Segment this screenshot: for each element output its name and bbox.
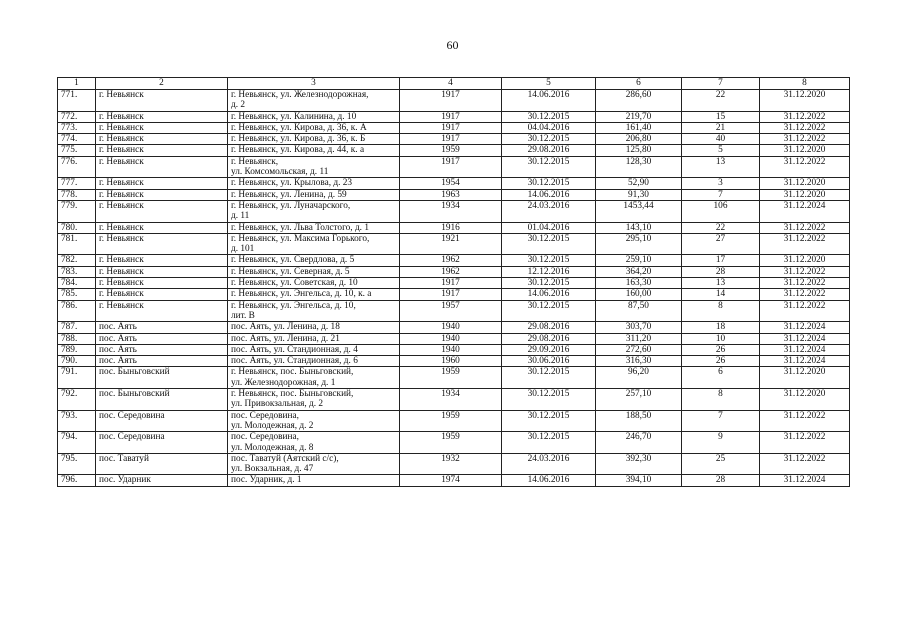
area-cell: 1453,44 [596,200,682,222]
row-number-cell: 775. [58,145,96,156]
address-line: пос. Ударник, д. 1 [231,475,302,486]
address-line: г. Невьянск, ул. Максима Горького, [231,233,370,244]
locality-cell: г. Невьянск [96,222,228,233]
year-cell: 1940 [400,333,502,344]
table-row [58,475,850,486]
date-cell: 14.06.2016 [502,475,596,486]
deadline-cell: 31.12.2024 [760,200,850,222]
date-cell: 14.06.2016 [502,289,596,300]
area-cell: 272,60 [596,344,682,355]
date-cell: 30.12.2015 [502,178,596,189]
locality-cell: г. Невьянск [96,266,228,277]
date-cell: 24.03.2016 [502,200,596,222]
table-row [58,189,850,200]
table-row [58,122,850,133]
address-cell [228,200,400,222]
year-cell: 1917 [400,90,502,112]
area-cell: 394,10 [596,475,682,486]
year-cell: 1959 [400,432,502,454]
deadline-cell: 31.12.2022 [760,233,850,255]
area-cell: 303,70 [596,322,682,333]
deadline-cell: 31.12.2024 [760,344,850,355]
address-cell [228,322,400,333]
address-line: г. Невьянск, ул. Энгельса, д. 10, [231,300,356,311]
year-cell: 1916 [400,222,502,233]
area-cell: 316,30 [596,356,682,367]
count-cell: 13 [682,156,760,178]
address-line: г. Невьянск, ул. Кирова, д. 36, к. Б [231,134,366,145]
table-row [58,266,850,277]
address-cell [228,475,400,486]
area-cell: 52,90 [596,178,682,189]
year-cell: 1962 [400,266,502,277]
row-number-cell: 793. [58,410,96,432]
year-cell: 1917 [400,122,502,133]
header-cell: 7 [682,78,760,90]
address-line: г. Невьянск, пос. Быньговский, [231,389,354,400]
address-line: д. 101 [231,244,255,255]
locality-cell: г. Невьянск [96,122,228,133]
area-cell: 188,50 [596,410,682,432]
deadline-cell: 31.12.2022 [760,222,850,233]
locality-cell: пос. Аять [96,322,228,333]
address-cell [228,356,400,367]
count-cell: 22 [682,222,760,233]
address-line: ул. Молодежная, д. 8 [231,442,314,453]
year-cell: 1917 [400,134,502,145]
locality-cell: пос. Аять [96,333,228,344]
address-line: ул. Железнодорожная, д. 1 [231,377,336,388]
area-cell: 286,60 [596,90,682,112]
date-cell: 30.12.2015 [502,410,596,432]
locality-cell: г. Невьянск [96,233,228,255]
header-cell: 5 [502,78,596,90]
address-line: пос. Середовина, [231,432,299,443]
address-cell [228,233,400,255]
row-number-cell: 772. [58,111,96,122]
year-cell: 1954 [400,178,502,189]
address-cell [228,300,400,322]
deadline-cell: 31.12.2022 [760,111,850,122]
count-cell: 17 [682,255,760,266]
date-cell: 14.06.2016 [502,189,596,200]
date-cell: 29.08.2016 [502,333,596,344]
count-cell: 3 [682,178,760,189]
locality-cell: пос. Аять [96,356,228,367]
table-row [58,333,850,344]
year-cell: 1917 [400,156,502,178]
deadline-cell: 31.12.2022 [760,453,850,475]
count-cell: 8 [682,389,760,411]
table-row [58,200,850,222]
address-line: г. Невьянск, ул. Советская, д. 10 [231,278,358,289]
year-cell: 1934 [400,200,502,222]
address-line: г. Невьянск, ул. Калинина, д. 10 [231,111,357,122]
address-cell [228,367,400,389]
header-cell: 6 [596,78,682,90]
address-line: г. Невьянск, пос. Быньговский, [231,367,354,378]
row-number-cell: 792. [58,389,96,411]
count-cell: 8 [682,300,760,322]
count-cell: 18 [682,322,760,333]
date-cell: 30.12.2015 [502,134,596,145]
count-cell: 14 [682,289,760,300]
count-cell: 25 [682,453,760,475]
deadline-cell: 31.12.2022 [760,156,850,178]
header-cell: 8 [760,78,850,90]
row-number-cell: 790. [58,356,96,367]
date-cell: 29.08.2016 [502,145,596,156]
count-cell: 21 [682,122,760,133]
row-number-cell: 782. [58,255,96,266]
deadline-cell: 31.12.2020 [760,255,850,266]
area-cell: 257,10 [596,389,682,411]
deadline-cell: 31.12.2024 [760,322,850,333]
count-cell: 40 [682,134,760,145]
page-number: 60 [446,38,459,52]
header-cell: 1 [58,78,96,90]
address-line: д. 2 [231,100,246,111]
locality-cell: г. Невьянск [96,134,228,145]
address-line: г. Невьянск, ул. Крылова, д. 23 [231,178,353,189]
address-cell [228,111,400,122]
year-cell: 1957 [400,300,502,322]
locality-cell: г. Невьянск [96,289,228,300]
date-cell: 30.12.2015 [502,278,596,289]
area-cell: 259,10 [596,255,682,266]
area-cell: 143,10 [596,222,682,233]
date-cell: 04.04.2016 [502,122,596,133]
table-row [58,178,850,189]
date-cell: 24.03.2016 [502,453,596,475]
address-cell [228,122,400,133]
housing-registry-table [57,77,850,487]
year-cell: 1963 [400,189,502,200]
date-cell: 30.12.2015 [502,389,596,411]
count-cell: 28 [682,475,760,486]
address-cell [228,453,400,475]
row-number-cell: 773. [58,122,96,133]
address-cell [228,266,400,277]
deadline-cell: 31.12.2020 [760,90,850,112]
table-row [58,222,850,233]
count-cell: 5 [682,145,760,156]
deadline-cell: 31.12.2022 [760,410,850,432]
date-cell: 30.12.2015 [502,233,596,255]
count-cell: 7 [682,410,760,432]
address-line: ул. Вокзальная, д. 47 [231,464,314,475]
deadline-cell: 31.12.2020 [760,178,850,189]
year-cell: 1934 [400,389,502,411]
date-cell: 29.09.2016 [502,344,596,355]
date-cell: 30.12.2015 [502,432,596,454]
year-cell: 1959 [400,145,502,156]
deadline-cell: 31.12.2024 [760,356,850,367]
address-line: г. Невьянск, ул. Железнодорожная, [231,90,369,100]
year-cell: 1959 [400,410,502,432]
area-cell: 364,20 [596,266,682,277]
locality-cell: пос. Ударник [96,475,228,486]
row-number-cell: 795. [58,453,96,475]
area-cell: 96,20 [596,367,682,389]
row-number-cell: 788. [58,333,96,344]
deadline-cell: 31.12.2022 [760,289,850,300]
address-cell [228,410,400,432]
row-number-cell: 791. [58,367,96,389]
area-cell: 160,00 [596,289,682,300]
address-line: пос. Аять, ул. Ленина, д. 21 [231,333,340,344]
row-number-cell: 786. [58,300,96,322]
table-row [58,156,850,178]
table-row [58,410,850,432]
count-cell: 9 [682,432,760,454]
count-cell: 106 [682,200,760,222]
date-cell: 30.12.2015 [502,111,596,122]
row-number-cell: 776. [58,156,96,178]
row-number-cell: 778. [58,189,96,200]
address-line: ул. Молодежная, д. 2 [231,420,314,431]
deadline-cell: 31.12.2020 [760,189,850,200]
year-cell: 1940 [400,322,502,333]
table-row [58,134,850,145]
table-row [58,278,850,289]
date-cell: 12.12.2016 [502,266,596,277]
table-row [58,233,850,255]
date-cell: 30.06.2016 [502,356,596,367]
address-cell [228,344,400,355]
table-row [58,322,850,333]
address-line: пос. Аять, ул. Ленина, д. 18 [231,322,340,333]
address-line: лит. В [231,310,255,321]
row-number-cell: 780. [58,222,96,233]
address-cell [228,222,400,233]
count-cell: 6 [682,367,760,389]
address-line: г. Невьянск, ул. Энгельса, д. 10, к. а [231,289,372,300]
address-cell [228,178,400,189]
address-cell [228,289,400,300]
table-row [58,90,850,112]
row-number-cell: 781. [58,233,96,255]
row-number-cell: 777. [58,178,96,189]
locality-cell: г. Невьянск [96,255,228,266]
area-cell: 206,80 [596,134,682,145]
address-cell [228,189,400,200]
locality-cell: пос. Быньговский [96,367,228,389]
year-cell: 1940 [400,344,502,355]
address-line: ул. Привокзальная, д. 2 [231,399,324,410]
header-cell: 4 [400,78,502,90]
row-number-cell: 789. [58,344,96,355]
count-cell: 22 [682,90,760,112]
table-row [58,432,850,454]
table-row [58,300,850,322]
locality-cell: пос. Середовина [96,432,228,454]
deadline-cell: 31.12.2022 [760,432,850,454]
row-number-cell: 787. [58,322,96,333]
address-cell [228,432,400,454]
area-cell: 295,10 [596,233,682,255]
locality-cell: г. Невьянск [96,145,228,156]
year-cell: 1932 [400,453,502,475]
deadline-cell: 31.12.2024 [760,475,850,486]
area-cell: 161,40 [596,122,682,133]
row-number-cell: 794. [58,432,96,454]
count-cell: 15 [682,111,760,122]
area-cell: 163,30 [596,278,682,289]
table-row [58,145,850,156]
row-number-cell: 796. [58,475,96,486]
row-number-cell: 774. [58,134,96,145]
count-cell: 13 [682,278,760,289]
year-cell: 1974 [400,475,502,486]
header-cell: 2 [96,78,228,90]
address-line: ул. Комсомольская, д. 11 [231,167,329,178]
count-cell: 26 [682,356,760,367]
address-cell [228,134,400,145]
address-line: г. Невьянск, ул. Кирова, д. 36, к. А [231,122,367,133]
locality-cell: пос. Аять [96,344,228,355]
area-cell: 91,30 [596,189,682,200]
address-line: г. Невьянск, ул. Северная, д. 5 [231,266,350,277]
area-cell: 87,50 [596,300,682,322]
address-line: пос. Таватуй (Аятский с/с), [231,453,339,464]
locality-cell: г. Невьянск [96,90,228,112]
table-row [58,453,850,475]
locality-cell: г. Невьянск [96,278,228,289]
count-cell: 26 [682,344,760,355]
table-row [58,344,850,355]
date-cell: 30.12.2015 [502,255,596,266]
address-cell [228,90,400,112]
address-line: г. Невьянск, ул. Свердлова, д. 5 [231,255,355,266]
locality-cell: г. Невьянск [96,189,228,200]
row-number-cell: 779. [58,200,96,222]
area-cell: 125,80 [596,145,682,156]
count-cell: 27 [682,233,760,255]
locality-cell: пос. Таватуй [96,453,228,475]
row-number-cell: 784. [58,278,96,289]
address-cell [228,145,400,156]
address-line: г. Невьянск, ул. Кирова, д. 44, к. а [231,145,365,156]
year-cell: 1917 [400,111,502,122]
address-line: д. 11 [231,211,250,222]
deadline-cell: 31.12.2022 [760,266,850,277]
locality-cell: г. Невьянск [96,178,228,189]
date-cell: 30.12.2015 [502,156,596,178]
deadline-cell: 31.12.2022 [760,122,850,133]
area-cell: 311,20 [596,333,682,344]
date-cell: 30.12.2015 [502,300,596,322]
table-row [58,389,850,411]
deadline-cell: 31.12.2022 [760,278,850,289]
locality-cell: г. Невьянск [96,111,228,122]
year-cell: 1917 [400,278,502,289]
year-cell: 1917 [400,289,502,300]
address-line: г. Невьянск, ул. Луначарского, [231,200,351,211]
address-cell [228,333,400,344]
count-cell: 10 [682,333,760,344]
deadline-cell: 31.12.2020 [760,389,850,411]
address-line: пос. Аять, ул. Стандионная, д. 4 [231,344,358,355]
count-cell: 7 [682,189,760,200]
year-cell: 1960 [400,356,502,367]
address-cell [228,255,400,266]
area-cell: 128,30 [596,156,682,178]
locality-cell: г. Невьянск [96,156,228,178]
year-cell: 1921 [400,233,502,255]
address-line: пос. Аять, ул. Стандионная, д. 6 [231,356,358,367]
row-number-cell: 785. [58,289,96,300]
year-cell: 1959 [400,367,502,389]
address-line: г. Невьянск, ул. Ленина, д. 59 [231,189,347,200]
table-row [58,367,850,389]
locality-cell: пос. Быньговский [96,389,228,411]
address-cell [228,389,400,411]
deadline-cell: 31.12.2024 [760,333,850,344]
date-cell: 01.04.2016 [502,222,596,233]
area-cell: 219,70 [596,111,682,122]
date-cell: 14.06.2016 [502,90,596,112]
count-cell: 28 [682,266,760,277]
date-cell: 29.08.2016 [502,322,596,333]
table-header-row [58,78,850,90]
address-line: г. Невьянск, [231,156,279,167]
year-cell: 1962 [400,255,502,266]
row-number-cell: 771. [58,90,96,112]
address-cell [228,156,400,178]
area-cell: 246,70 [596,432,682,454]
table-row [58,111,850,122]
deadline-cell: 31.12.2022 [760,134,850,145]
table-row [58,289,850,300]
header-cell: 3 [228,78,400,90]
address-line: пос. Середовина, [231,410,299,421]
address-cell [228,278,400,289]
date-cell: 30.12.2015 [502,367,596,389]
deadline-cell: 31.12.2022 [760,300,850,322]
locality-cell: г. Невьянск [96,200,228,222]
locality-cell: пос. Середовина [96,410,228,432]
area-cell: 392,30 [596,453,682,475]
deadline-cell: 31.12.2020 [760,145,850,156]
row-number-cell: 783. [58,266,96,277]
deadline-cell: 31.12.2020 [760,367,850,389]
table-row [58,255,850,266]
locality-cell: г. Невьянск [96,300,228,322]
table-row [58,356,850,367]
address-line: г. Невьянск, ул. Льва Толстого, д. 1 [231,222,369,233]
